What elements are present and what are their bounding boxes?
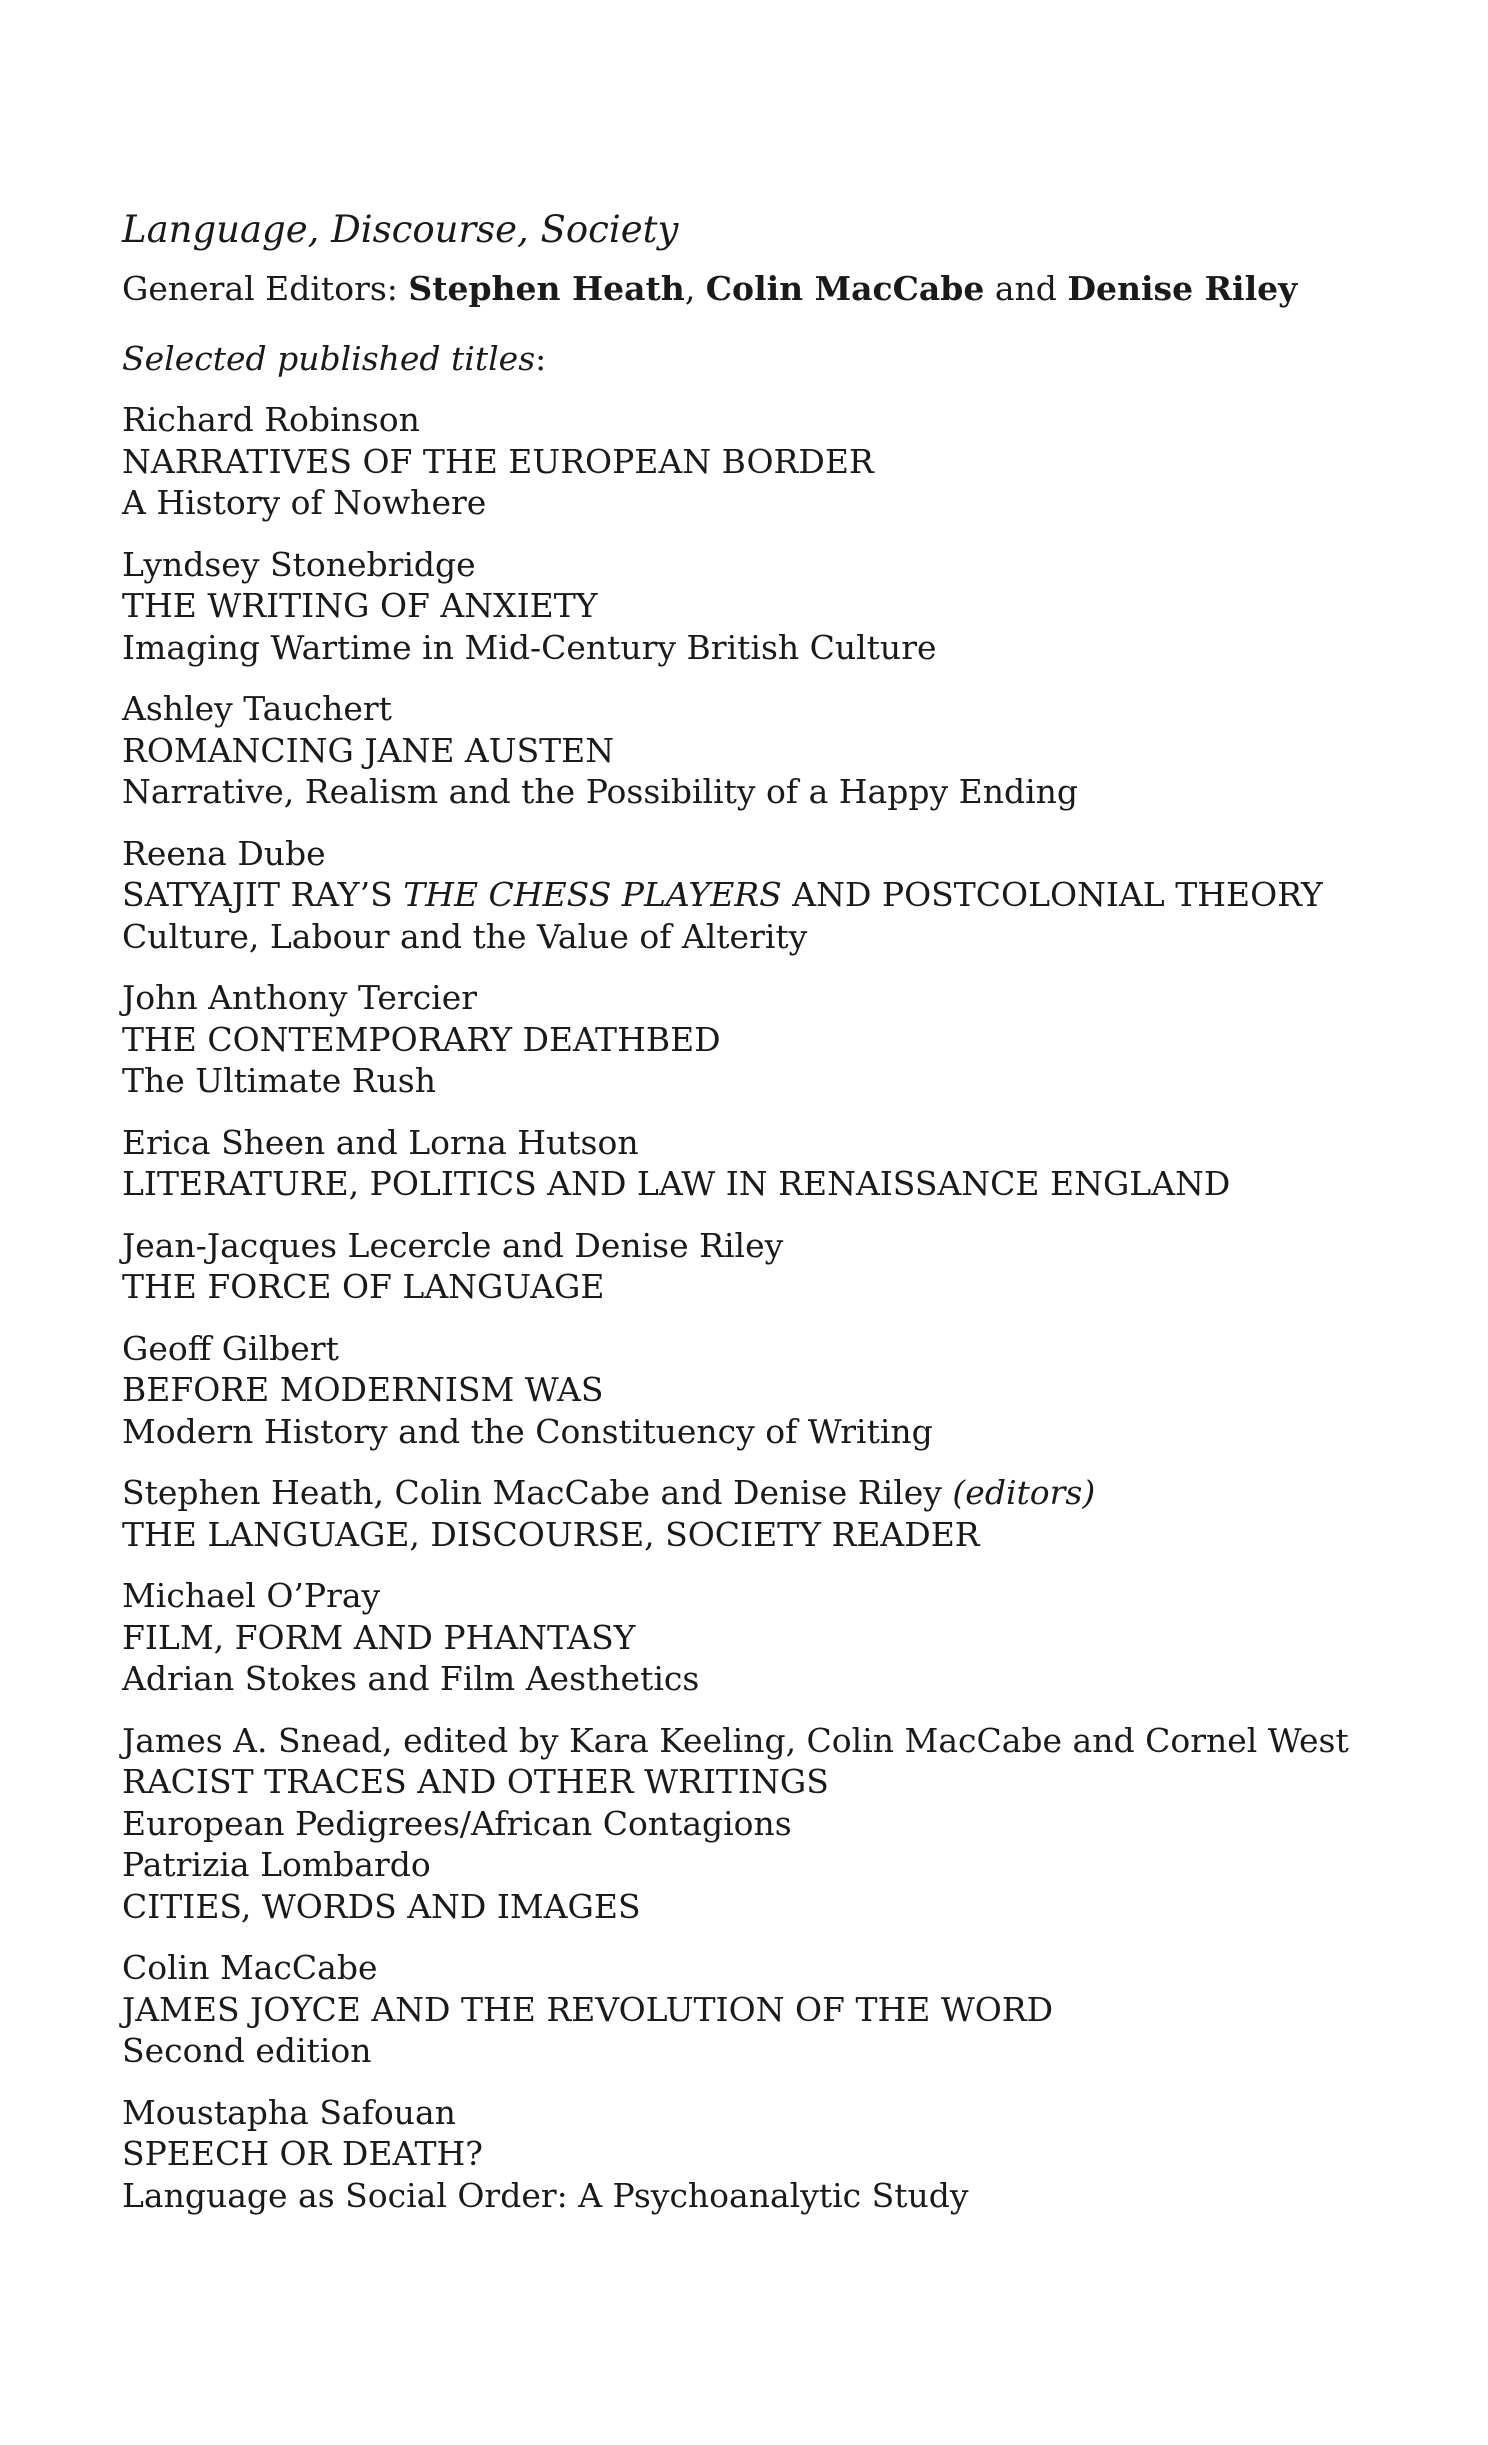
book-subtitle: Culture, Labour and the Value of Alterity <box>122 916 808 956</box>
book-subtitle: A History of Nowhere <box>122 483 487 522</box>
book-entry <box>122 977 1402 1102</box>
book-title: RACIST TRACES AND OTHER WRITINGS <box>122 1762 829 1801</box>
book-entry <box>122 1575 1402 1700</box>
book-entry <box>122 2092 1402 2217</box>
book-author: Jean-Jacques Lecercle and Denise Riley <box>122 1225 784 1265</box>
editors-separator: , <box>684 269 706 308</box>
book-subtitle: Narrative, Realism and the Possibility of a Happy Ending <box>122 772 1079 811</box>
book-title-part: SATYAJIT RAY’S <box>122 875 404 914</box>
book-author: Colin MacCabe <box>122 1948 378 1987</box>
general-editors <box>122 267 1402 311</box>
book-entry <box>122 1328 1402 1453</box>
book-title: ROMANCING JANE AUSTEN <box>122 730 615 770</box>
book-entry <box>122 1720 1402 1928</box>
book-subtitle: Language as Social Order: A Psychoanalytic Study <box>122 2175 969 2215</box>
book-author: Moustapha Safouan <box>122 2092 456 2132</box>
selected-titles-heading <box>122 337 1402 381</box>
book-title: BEFORE MODERNISM WAS <box>122 1370 604 1409</box>
book-title: CITIES, WORDS AND IMAGES <box>122 1886 641 1926</box>
selected-titles-label: Selected published titles <box>122 339 536 378</box>
book-title-italic-part: THE CHESS PLAYERS <box>403 875 782 914</box>
book-title: THE FORCE OF LANGUAGE <box>122 1267 605 1306</box>
book-author: Erica Sheen and Lorna Hutson <box>122 1122 639 1162</box>
book-author-names: Stephen Heath, Colin MacCabe and Denise Riley <box>122 1473 953 1512</box>
book-title: NARRATIVES OF THE EUROPEAN BORDER <box>122 441 874 481</box>
book-author-note: (editors) <box>952 1473 1096 1512</box>
editors-prefix: General Editors: <box>122 269 409 308</box>
book-author: Michael O’Pray <box>122 1576 381 1615</box>
book-author: Geoff Gilbert <box>122 1328 339 1368</box>
book-title: THE WRITING OF ANXIETY <box>122 586 598 625</box>
book-author: Patrizia Lombardo <box>122 1845 431 1884</box>
book-author <box>122 1472 1402 1514</box>
book-title <box>122 874 1402 916</box>
book-subtitle: Adrian Stokes and Film Aesthetics <box>122 1659 700 1698</box>
book-author: James A. Snead, edited by Kara Keeling, Colin MacCabe and Cornel West <box>122 1720 1349 1760</box>
book-entry <box>122 1947 1402 2072</box>
editor-name: Denise Riley <box>1067 269 1298 308</box>
selected-titles-colon: : <box>535 339 547 378</box>
book-subtitle: The Ultimate Rush <box>122 1061 436 1100</box>
book-title: THE LANGUAGE, DISCOURSE, SOCIETY READER <box>122 1514 980 1554</box>
book-entry <box>122 1225 1402 1308</box>
book-title-part: AND POSTCOLONIAL THEORY <box>781 875 1323 914</box>
book-entry <box>122 833 1402 958</box>
editors-separator: and <box>984 269 1068 308</box>
book-author: Richard Robinson <box>122 400 420 439</box>
book-subtitle: Modern History and the Constituency of Writing <box>122 1411 933 1451</box>
book-entry <box>122 1122 1402 1205</box>
series-title: Language, Discourse, Society <box>122 208 679 251</box>
book-title: JAMES JOYCE AND THE REVOLUTION OF THE WORD <box>122 1989 1054 2029</box>
series-page <box>122 205 1402 2236</box>
book-subtitle: Second edition <box>122 2031 372 2070</box>
editor-name: Colin MacCabe <box>705 269 985 308</box>
book-title: THE CONTEMPORARY DEATHBED <box>122 1019 721 1059</box>
book-author: Reena Dube <box>122 833 326 873</box>
book-entry <box>122 544 1402 669</box>
book-author: Lyndsey Stonebridge <box>122 544 476 584</box>
book-title: FILM, FORM AND PHANTASY <box>122 1617 636 1657</box>
book-entry <box>122 1472 1402 1555</box>
book-title: SPEECH OR DEATH? <box>122 2134 483 2173</box>
book-author: John Anthony Tercier <box>122 978 478 1017</box>
book-subtitle: Imaging Wartime in Mid-Century British Culture <box>122 627 937 667</box>
book-author: Ashley Tauchert <box>122 689 392 728</box>
book-title: LITERATURE, POLITICS AND LAW IN RENAISSANCE ENGLAND <box>122 1164 1231 1203</box>
book-entry <box>122 688 1402 813</box>
editor-name: Stephen Heath <box>408 269 685 308</box>
book-entry <box>122 399 1402 524</box>
book-subtitle: European Pedigrees/African Contagions <box>122 1803 792 1843</box>
